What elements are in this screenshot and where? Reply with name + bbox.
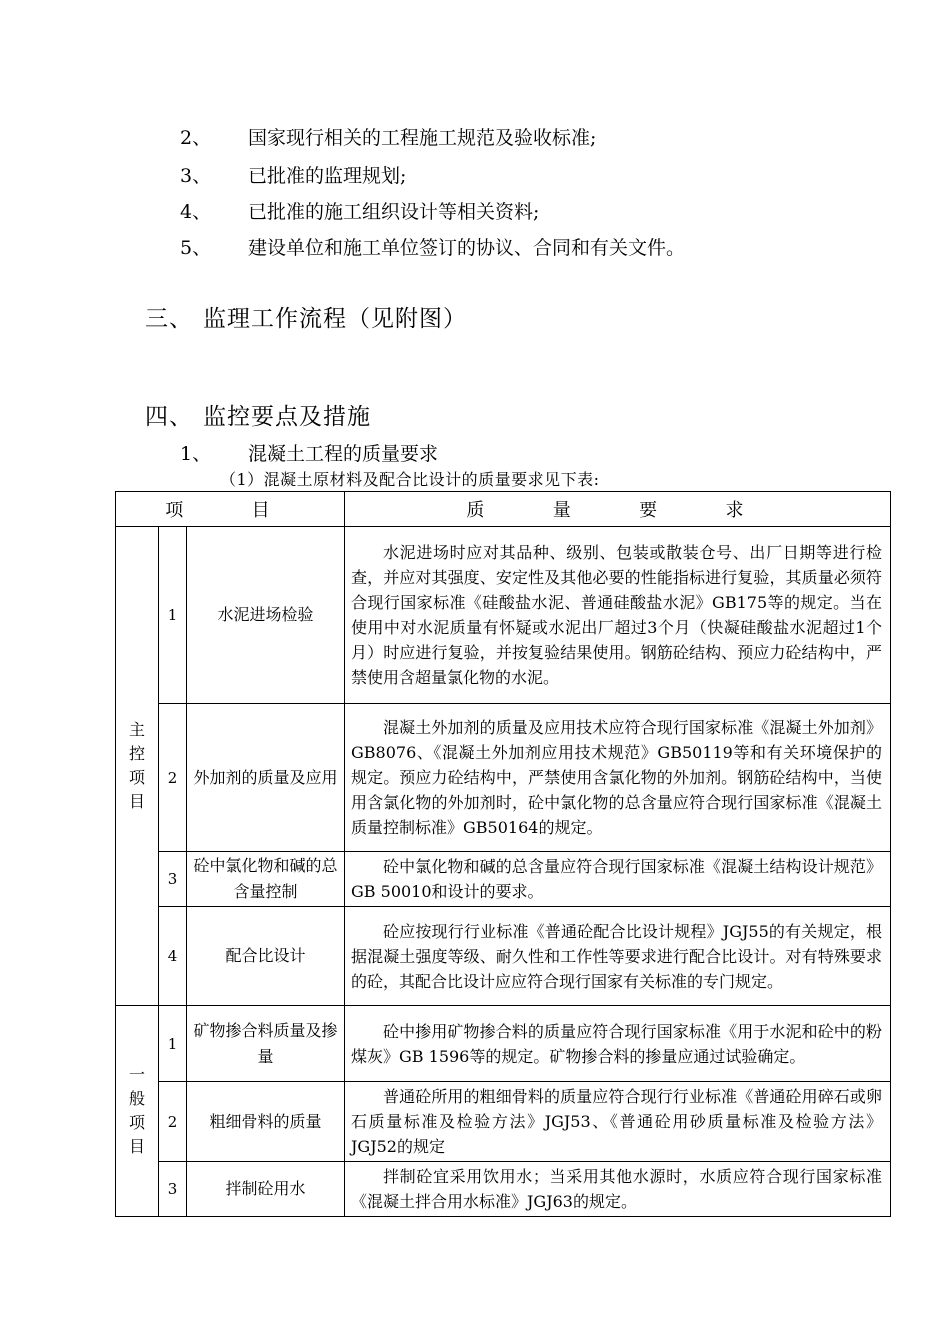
row-item: 水泥进场检验 — [187, 527, 345, 704]
row-requirement: 混凝土外加剂的质量及应用技术应符合现行国家标准《混凝土外加剂》GB8076、《混凝土外加剂应用技术规范》GB50119等和有关环境保护的规定。预应力砼结构中，严禁使用含氯化物的外加剂。钢筋砼结构中，当使用含氯化物的外加剂时，砼中氯化物的总含量应符合现行国家标准《混凝土质量控制标准》GB50164的规定。 — [345, 704, 891, 852]
list-number: 3、 — [180, 165, 212, 187]
table-row — [116, 527, 891, 704]
row-item: 砼中氯化物和碱的总含量控制 — [187, 852, 345, 907]
list-text: 已批准的监理规划; — [248, 165, 407, 187]
header-item: 项 目 — [116, 492, 345, 527]
list-item — [180, 165, 406, 187]
table-row — [116, 1082, 891, 1162]
row-index: 2 — [159, 1082, 187, 1162]
row-index: 2 — [159, 704, 187, 852]
subsection-number: 1、 — [180, 443, 212, 465]
subsection-title: 混凝土工程的质量要求 — [248, 443, 439, 465]
section-heading-4 — [145, 403, 371, 431]
list-text: 已批准的施工组织设计等相关资料; — [248, 201, 540, 223]
table-row — [116, 907, 891, 1006]
section-number: 三、 — [145, 306, 193, 332]
section-title: 监理工作流程（见附图） — [203, 306, 467, 332]
section-title: 监控要点及措施 — [203, 404, 371, 430]
list-text: 建设单位和施工单位签订的协议、合同和有关文件。 — [248, 237, 686, 259]
table-header-row — [116, 492, 891, 527]
row-index: 4 — [159, 907, 187, 1006]
row-requirement: 砼应按现行行业标准《普通砼配合比设计规程》JGJ55的有关规定，根据混凝土强度等级、耐久性和工作性等要求进行配合比设计。对有特殊要求的砼，其配合比设计应应符合现行国家有关标准的专门规定。 — [345, 907, 891, 1006]
quality-requirements-table — [115, 491, 891, 1217]
row-requirement: 砼中掺用矿物掺合料的质量应符合现行国家标准《用于水泥和砼中的粉煤灰》GB 1596等的规定。矿物掺合料的掺量应通过试验确定。 — [345, 1006, 891, 1082]
row-item: 矿物掺合料质量及掺量 — [187, 1006, 345, 1082]
row-index: 1 — [159, 1006, 187, 1082]
row-index: 1 — [159, 527, 187, 704]
table-row — [116, 704, 891, 852]
section-heading-3 — [145, 305, 467, 333]
subsection-heading — [180, 443, 438, 465]
row-item: 配合比设计 — [187, 907, 345, 1006]
category-general: 一般项目 — [116, 1006, 159, 1217]
category-main-control: 主控项目 — [116, 527, 159, 1006]
table-caption: （1）混凝土原材料及配合比设计的质量要求见下表: — [220, 470, 600, 489]
list-item — [180, 201, 539, 223]
table-row — [116, 1006, 891, 1082]
list-item — [180, 237, 685, 259]
header-requirement: 质 量 要 求 — [345, 492, 891, 527]
row-item: 拌制砼用水 — [187, 1162, 345, 1217]
list-number: 2、 — [180, 127, 212, 149]
row-item: 外加剂的质量及应用 — [187, 704, 345, 852]
row-index: 3 — [159, 852, 187, 907]
row-item: 粗细骨料的质量 — [187, 1082, 345, 1162]
section-number: 四、 — [145, 404, 193, 430]
list-number: 5、 — [180, 237, 212, 259]
list-item — [180, 127, 596, 149]
table-row — [116, 1162, 891, 1217]
row-requirement: 普通砼所用的粗细骨料的质量应符合现行行业标准《普通砼用碎石或卵石质量标准及检验方法》JGJ53、《普通砼用砂质量标准及检验方法》JGJ52的规定 — [345, 1082, 891, 1162]
table-row — [116, 852, 891, 907]
list-number: 4、 — [180, 201, 212, 223]
row-index: 3 — [159, 1162, 187, 1217]
list-text: 国家现行相关的工程施工规范及验收标准; — [248, 127, 597, 149]
row-requirement: 砼中氯化物和碱的总含量应符合现行国家标准《混凝土结构设计规范》GB 50010和设计的要求。 — [345, 852, 891, 907]
row-requirement: 拌制砼宜采用饮用水；当采用其他水源时，水质应符合现行国家标准《混凝土拌合用水标准》JGJ63的规定。 — [345, 1162, 891, 1217]
row-requirement: 水泥进场时应对其品种、级别、包装或散装仓号、出厂日期等进行检查，并应对其强度、安定性及其他必要的性能指标进行复验，其质量必须符合现行国家标准《硅酸盐水泥、普通硅酸盐水泥》GB175等的规定。当在使用中对水泥质量有怀疑或水泥出厂超过3个月（快凝硅酸盐水泥超过1个月）时应进行复验，并按复验结果使用。钢筋砼结构、预应力砼结构中，严禁使用含超量氯化物的水泥。 — [345, 527, 891, 704]
